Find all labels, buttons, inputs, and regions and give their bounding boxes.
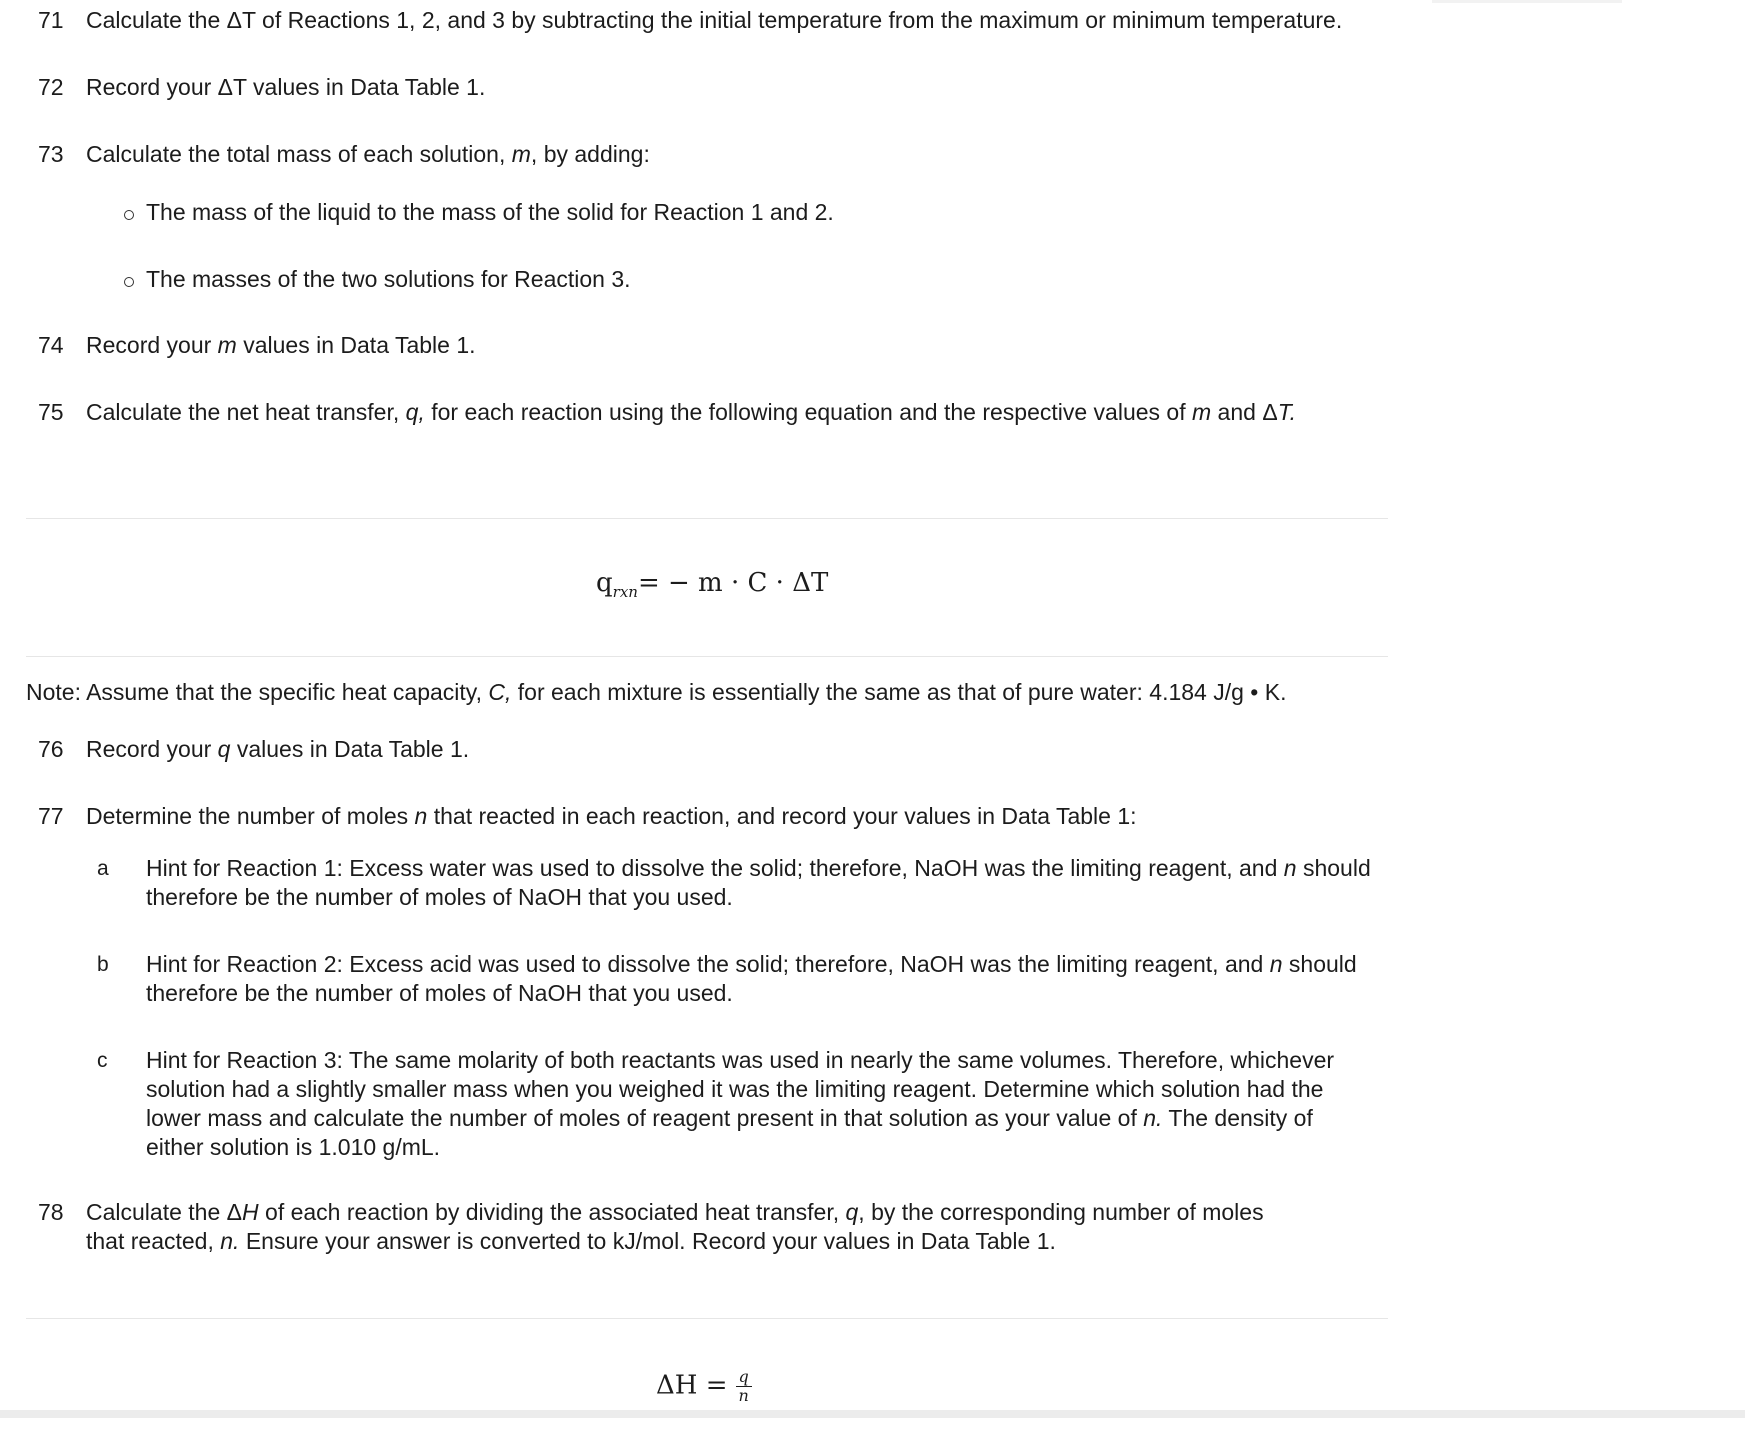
step-74: [38, 331, 1398, 360]
step-number: 74: [38, 332, 64, 358]
step-number: 76: [38, 736, 64, 762]
step-text: Calculate the net heat transfer, q, for each reaction using the following equation and the respective values of m and ΔT.: [86, 399, 1297, 425]
note-text: Note: Assume that the specific heat capacity, C, for each mixture is essentially the same as that of pure water: 4.184 J/g • K.: [26, 679, 1287, 705]
horizontal-scrollbar[interactable]: [0, 1410, 1745, 1418]
step-75: [38, 398, 1398, 427]
hint-text: Hint for Reaction 3: The same molarity of both reactants was used in nearly the same volumes. Therefore, whichever solution had a slightly smaller mass when you weighed it was the limiting reagent. Determine which solution had the lower mass and calculate the number of moles of reagent present in that solution as your value of n. The density of either solution is 1.010 g/mL.: [146, 1047, 1335, 1160]
hint-text: Hint for Reaction 1: Excess water was used to dissolve the solid; therefore, NaOH was the limiting reagent, and n should therefore be the number of moles of NaOH that you used.: [146, 855, 1371, 910]
bullet-item: [124, 198, 834, 227]
hint-letter: c: [97, 1049, 108, 1072]
hint-letter: b: [97, 953, 109, 976]
bullet-icon: [124, 210, 134, 220]
step-text: Record your ΔT values in Data Table 1.: [86, 74, 486, 100]
step-text: Calculate the ΔH of each reaction by dividing the associated heat transfer, q, by the corresponding number of moles that reacted, n. Ensure your answer is converted to kJ/mol. Record your values in Data Table 1.: [86, 1199, 1264, 1254]
heat-transfer-equation: $q_{rxn}= - m \cdot C \cdot \Delta T$: [596, 568, 829, 602]
top-divider: [1432, 0, 1622, 3]
step-number: 75: [38, 399, 64, 425]
fraction: $\frac{q}{n}$: [736, 1368, 752, 1405]
step-text: Calculate the ΔT of Reactions 1, 2, and 3 by subtracting the initial temperature from the maximum or minimum temperature.: [86, 7, 1343, 33]
step-text: Calculate the total mass of each solution, m, by adding:: [86, 141, 650, 167]
step-73: [38, 140, 1398, 169]
bullet-icon: [124, 277, 134, 287]
step-number: 71: [38, 7, 64, 33]
enthalpy-equation: ΔH = $\frac{q}{n}$: [656, 1368, 752, 1405]
step-text: Record your m values in Data Table 1.: [86, 332, 476, 358]
step-number: 78: [38, 1199, 64, 1225]
bullet-item: [124, 265, 631, 294]
step-number: 77: [38, 803, 64, 829]
step-77: [38, 802, 1398, 831]
bullet-text: The masses of the two solutions for Reaction 3.: [146, 266, 631, 292]
step-number: 72: [38, 74, 64, 100]
step-text: Record your q values in Data Table 1.: [86, 736, 470, 762]
step-78: [38, 1198, 1398, 1256]
step-number: 73: [38, 141, 64, 167]
hint-text: Hint for Reaction 2: Excess acid was used to dissolve the solid; therefore, NaOH was the limiting reagent, and n should therefore be the number of moles of NaOH that you used.: [146, 951, 1357, 1006]
hint-a: [97, 854, 1397, 912]
step-71: [38, 6, 1398, 35]
step-text: Determine the number of moles n that reacted in each reaction, and record your values in Data Table 1:: [86, 803, 1137, 829]
bullet-text: The mass of the liquid to the mass of the solid for Reaction 1 and 2.: [146, 199, 834, 225]
hint-letter: a: [97, 857, 109, 880]
hint-c: [97, 1046, 1397, 1162]
step-72: [38, 73, 1398, 102]
hint-b: [97, 950, 1397, 1008]
step-76: [38, 735, 1398, 764]
